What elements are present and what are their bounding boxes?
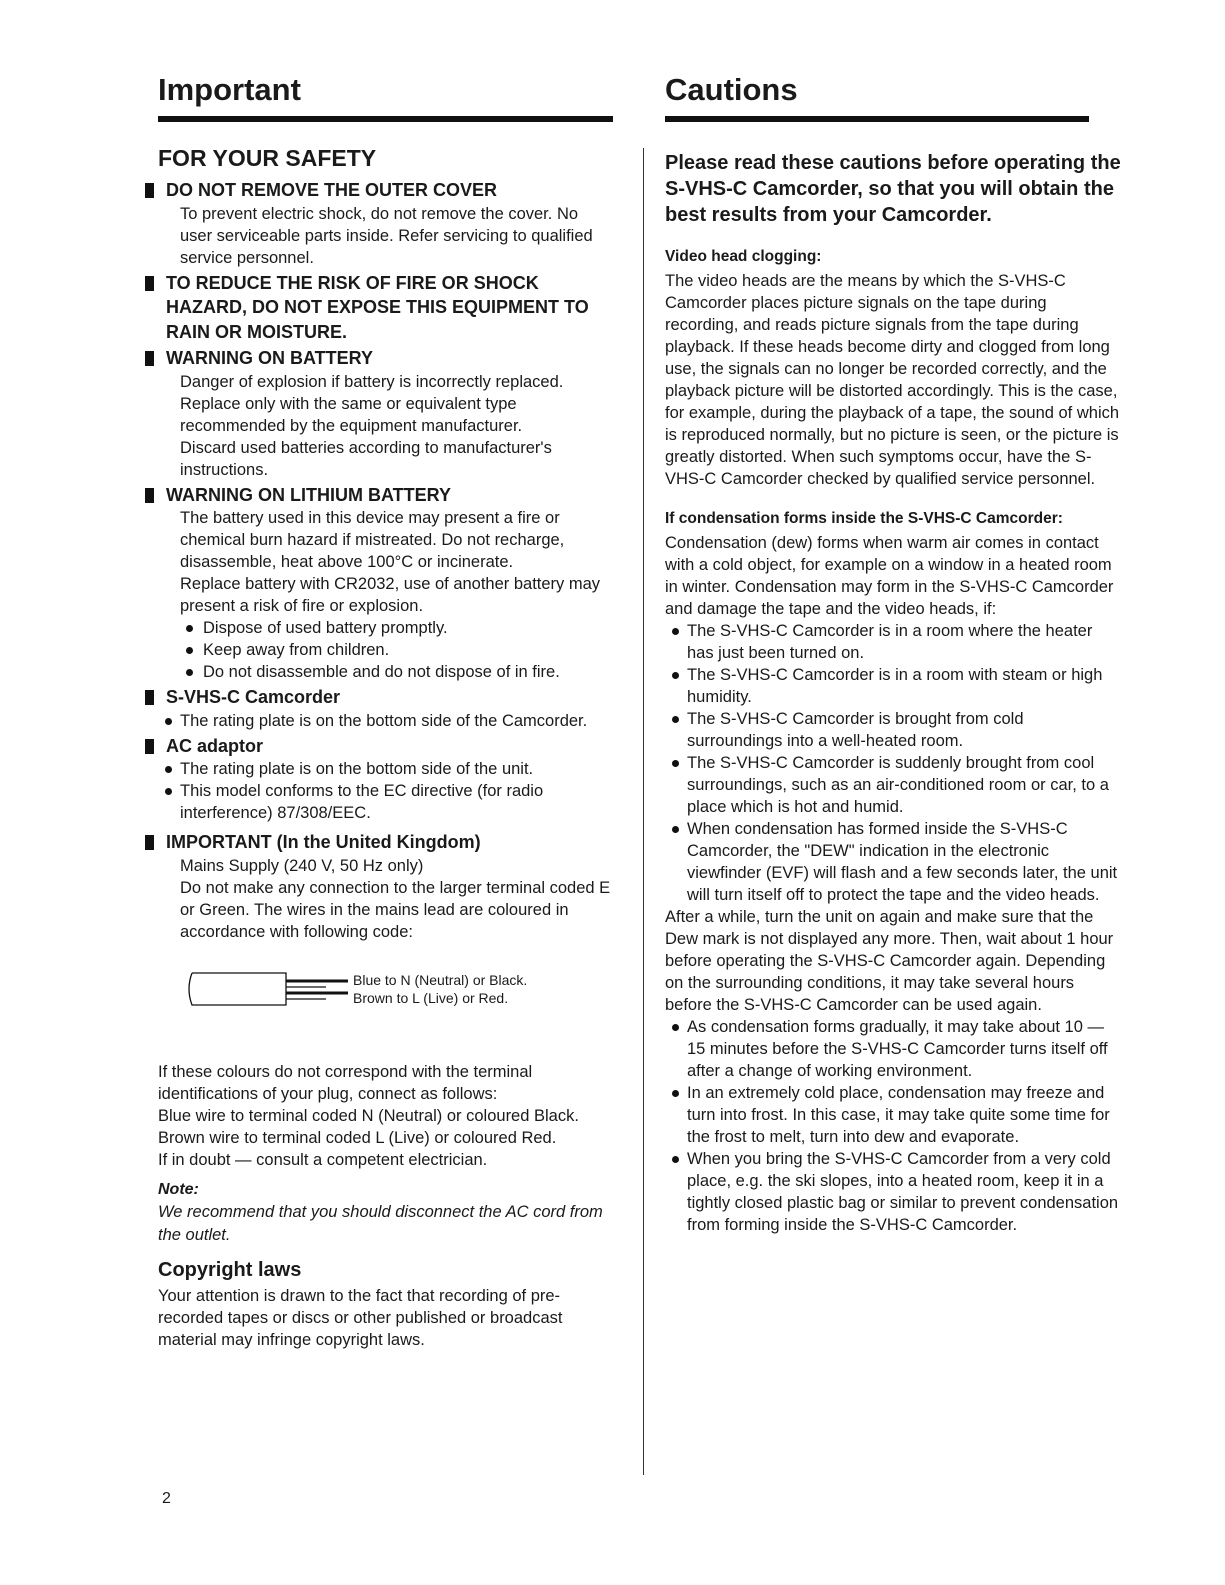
heading-rule <box>665 116 1089 122</box>
list-item: Keep away from children. <box>158 639 613 661</box>
condensation-title: If condensation forms inside the S-VHS-C Camcorder: <box>665 510 1063 527</box>
section-text: Danger of explosion if battery is incorrectly replaced. <box>180 372 564 391</box>
section-text: Discard used batteries according to manufacturer's instructions. <box>180 438 552 479</box>
section-text: Replace battery with CR2032, use of another battery may present a risk of fire or explosion. <box>180 575 601 615</box>
list-item: The rating plate is on the bottom side of the Camcorder. <box>158 710 613 732</box>
list-item: The S-VHS-C Camcorder is brought from cold surroundings into a well-heated room. <box>665 708 1123 752</box>
list-item: The S-VHS-C Camcorder is in a room where the heater has just been turned on. <box>665 620 1123 664</box>
video-head-clogging-title: Video head clogging: <box>665 248 822 265</box>
list-item: The S-VHS-C Camcorder is suddenly brought from cool surroundings, such as an air-conditioned room or car, to a place which is hot and humid. <box>665 752 1123 818</box>
section-text: To prevent electric shock, do not remove the cover. No user serviceable parts inside. Refer servicing to qualified service personnel. <box>180 204 593 267</box>
list-item: Do not disassemble and do not dispose of in fire. <box>158 661 613 683</box>
list-item: The S-VHS-C Camcorder is in a room with steam or high humidity. <box>665 664 1123 708</box>
wiring-text: Brown wire to terminal coded L (Live) or coloured Red. <box>158 1128 557 1147</box>
copyright-text: Your attention is drawn to the fact that recording of pre-recorded tapes or discs or other published or broadcast material may infringe copyright laws. <box>158 1286 563 1349</box>
note-label: Note: <box>158 1180 199 1198</box>
section-heading: DO NOT REMOVE THE OUTER COVER <box>144 178 613 203</box>
list-item: Dispose of used battery promptly. <box>158 617 613 639</box>
wiring-text: Blue wire to terminal coded N (Neutral) or coloured Black. <box>158 1106 579 1125</box>
blue-wire-label: Blue to N (Neutral) or Black. <box>353 971 528 988</box>
list-item: The rating plate is on the bottom side of the unit. <box>158 758 613 780</box>
plug-cable-icon <box>186 969 376 1019</box>
important-column <box>158 70 613 1351</box>
list-item: As condensation forms gradually, it may take about 10 — 15 minutes before the S-VHS-C Camcorder turns itself off after a change of working environment. <box>665 1016 1123 1082</box>
section-text: Do not make any connection to the larger terminal coded E or Green. The wires in the mains lead are coloured in accordance with following code: <box>180 878 611 941</box>
cautions-column <box>665 70 1123 1236</box>
list-item: When condensation has formed inside the S-VHS-C Camcorder, the "DEW" indication in the electronic viewfinder (EVF) will flash and a few seconds later, the unit will turn itself off to protect the tape and the video heads. <box>665 818 1123 906</box>
list-item: In an extremely cold place, condensation may freeze and turn into frost. In this case, it may take quite some time for the frost to melt, turn into dew and evaporate. <box>665 1082 1123 1148</box>
page-number: 2 <box>162 1490 171 1507</box>
important-heading: Important <box>158 72 301 107</box>
video-head-clogging-text: The video heads are the means by which the S-VHS-C Camcorder places picture signals on the tape during recording, and reads picture signals from the tape during playback. If these heads become dirty and clogged from long use, the signals can no longer be recorded correctly, and the playback picture will be distorted accordingly. This is the case, for example, during the playback of a tape, the sound of which is reproduced normally, but no picture is seen, or the picture is greatly distorted. When such symptoms occur, have the S-VHS-C Camcorder checked by qualified service personnel. <box>665 272 1120 488</box>
note-text: We recommend that you should disconnect the AC cord from the outlet. <box>158 1202 603 1244</box>
condensation-text: Condensation (dew) forms when warm air comes in contact with a cold object, for example on a window in a heated room in winter. Condensation may form in the S-VHS-C Camcorder and damage the tape and the video heads, if: <box>665 534 1114 618</box>
section-heading: AC adaptor <box>144 734 613 759</box>
section-text: Mains Supply (240 V, 50 Hz only) <box>180 856 424 875</box>
plug-wiring-diagram <box>158 961 613 1061</box>
cautions-heading: Cautions <box>665 72 798 107</box>
section-heading: TO REDUCE THE RISK OF FIRE OR SHOCK HAZARD, DO NOT EXPOSE THIS EQUIPMENT TO RAIN OR MOISTURE. <box>144 271 613 345</box>
section-heading: WARNING ON BATTERY <box>144 346 613 371</box>
column-divider <box>643 148 644 1475</box>
section-text: The battery used in this device may present a fire or chemical burn hazard if mistreated. Do not recharge, disassemble, heat above 100°C or incinerate. <box>180 509 565 571</box>
list-item: This model conforms to the EC directive (for radio interference) 87/308/EEC. <box>158 780 613 824</box>
wiring-text: If these colours do not correspond with the terminal identifications of your plug, connect as follows: <box>158 1062 533 1103</box>
section-heading: WARNING ON LITHIUM BATTERY <box>144 483 613 508</box>
safety-title: FOR YOUR SAFETY <box>158 145 377 171</box>
copyright-title: Copyright laws <box>158 1258 302 1281</box>
dew-text: After a while, turn the unit on again and make sure that the Dew mark is not displayed any more. Then, wait about 1 hour before operating the S-VHS-C Camcorder again. Depending on the surrounding conditions, it may take several hours before the S-VHS-C Camcorder can be used again. <box>665 908 1114 1014</box>
brown-wire-label: Brown to L (Live) or Red. <box>353 989 509 1006</box>
cautions-intro: Please read these cautions before operating the S-VHS-C Camcorder, so that you will obtain the best results from your Camcorder. <box>665 152 1121 226</box>
section-heading: IMPORTANT (In the United Kingdom) <box>144 830 613 855</box>
list-item: When you bring the S-VHS-C Camcorder from a very cold place, e.g. the ski slopes, into a heated room, keep it in a tightly closed plastic bag or similar to prevent condensation from forming inside the S-VHS-C Camcorder. <box>665 1148 1123 1236</box>
section-text: Replace only with the same or equivalent type recommended by the equipment manufacturer. <box>180 394 523 435</box>
wiring-text: If in doubt — consult a competent electrician. <box>158 1150 488 1169</box>
section-heading: S-VHS-C Camcorder <box>144 685 613 710</box>
heading-rule <box>158 116 613 122</box>
